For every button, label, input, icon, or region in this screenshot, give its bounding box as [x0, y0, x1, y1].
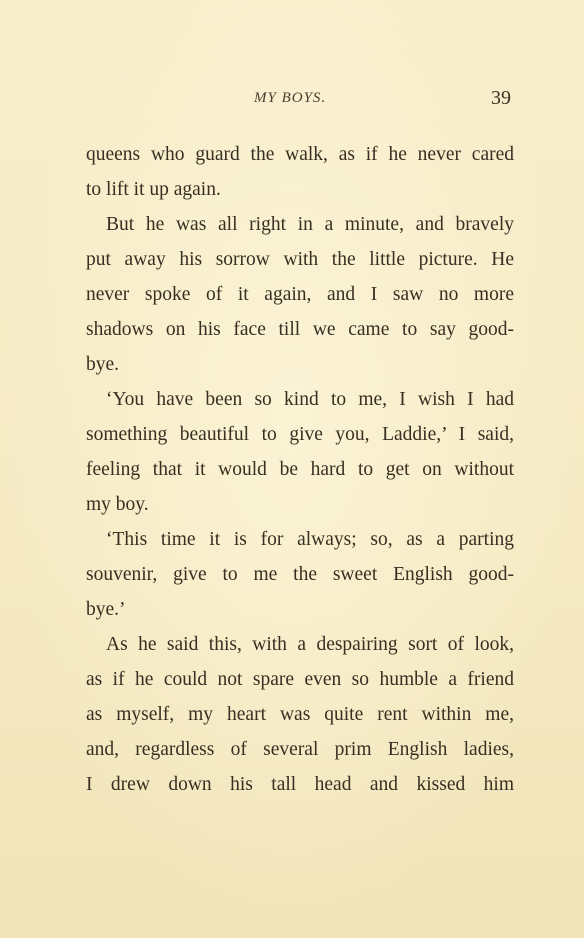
- text-line: queens who guard the walk, as if he never cared: [86, 144, 514, 165]
- text-line: I drew down his tall head and kissed him: [86, 774, 514, 795]
- text-line: bye.: [86, 354, 120, 375]
- text-line: as if he could not spare even so humble a friend: [86, 669, 514, 690]
- text-line: my boy.: [86, 494, 149, 515]
- text-line: to lift it up again.: [86, 179, 221, 200]
- text-line: ‘This time it is for always; so, as a parting: [106, 529, 514, 550]
- page-header: [0, 87, 584, 114]
- text-line: something beautiful to give you, Laddie,’ I said,: [86, 424, 514, 445]
- text-line: never spoke of it again, and I saw no more: [86, 284, 514, 305]
- text-line: as myself, my heart was quite rent within me,: [86, 704, 514, 725]
- text-line: put away his sorrow with the little picture. He: [86, 249, 514, 270]
- page-number: 39: [491, 87, 511, 109]
- text-line: But he was all right in a minute, and bravely: [106, 214, 514, 235]
- text-line: souvenir, give to me the sweet English good-: [86, 564, 514, 585]
- running-head: MY BOYS.: [254, 90, 327, 106]
- text-line: feeling that it would be hard to get on without: [86, 459, 514, 480]
- text-line: As he said this, with a despairing sort of look,: [106, 634, 514, 655]
- body-text: [86, 137, 514, 802]
- text-line: ‘You have been so kind to me, I wish I had: [106, 389, 514, 410]
- text-line: shadows on his face till we came to say good-: [86, 319, 514, 340]
- text-line: bye.’: [86, 599, 126, 620]
- text-line: and, regardless of several prim English ladies,: [86, 739, 514, 760]
